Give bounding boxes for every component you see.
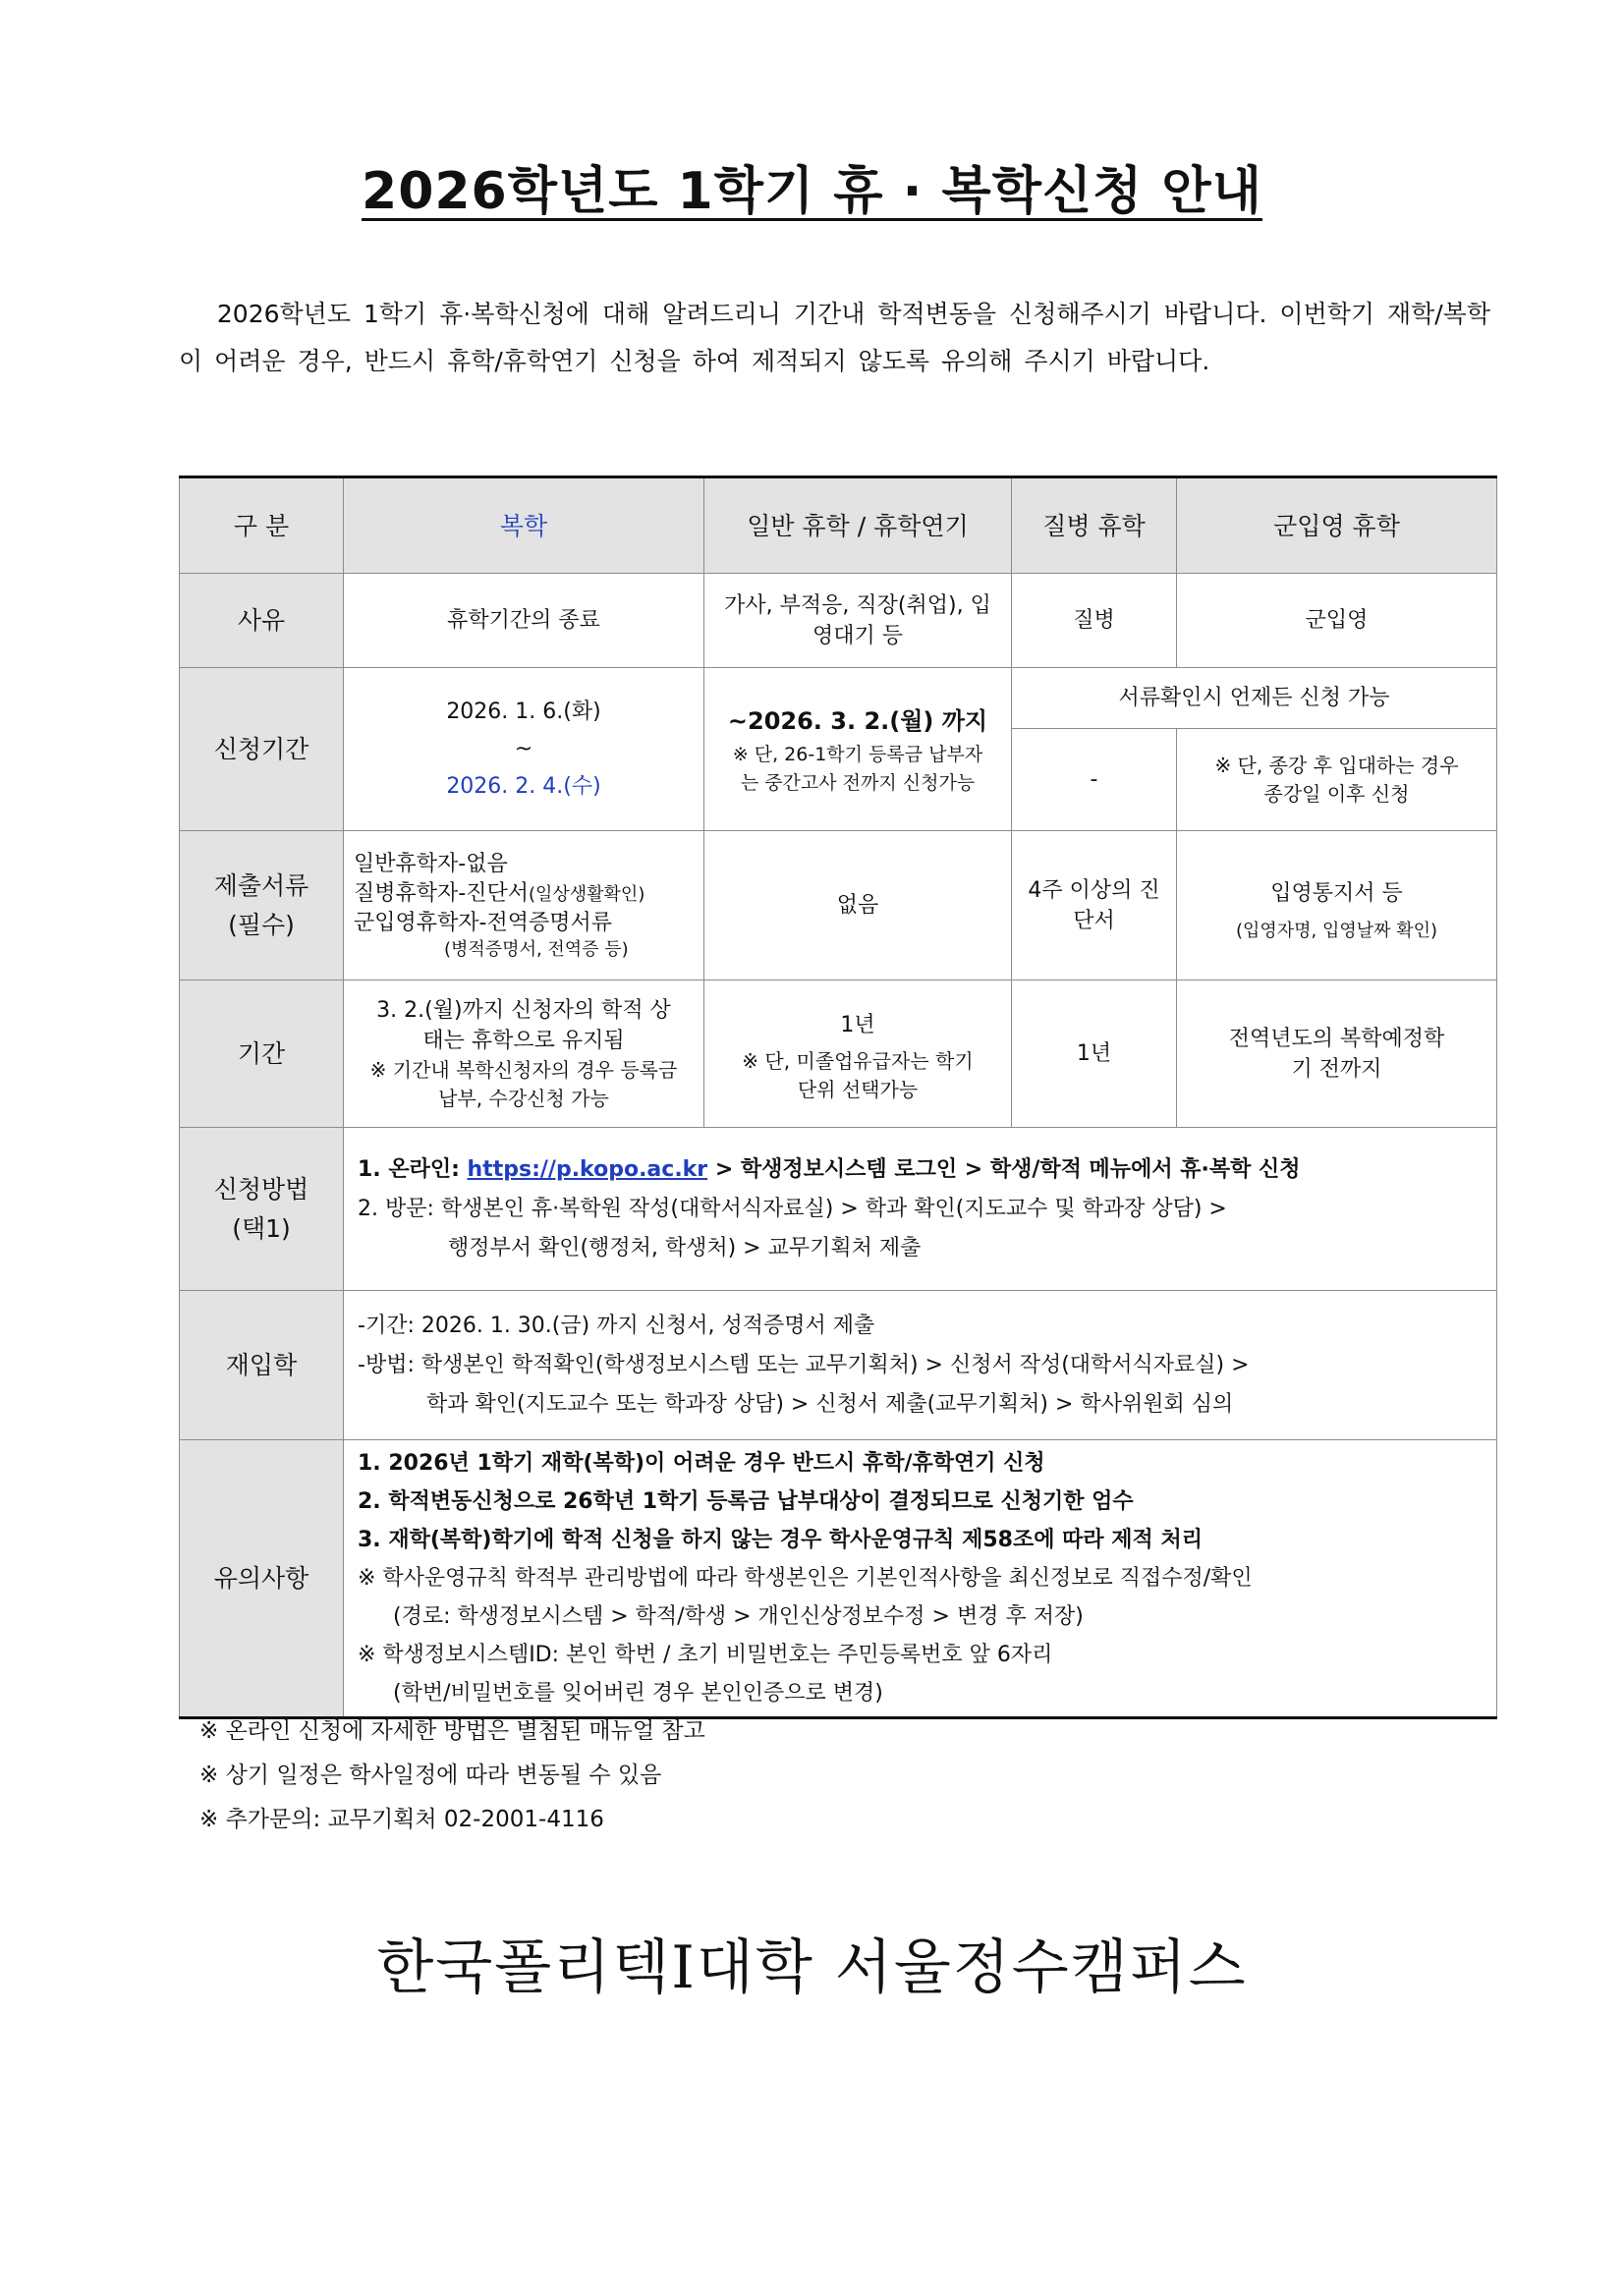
table-header-row bbox=[180, 477, 1497, 574]
period-general bbox=[704, 668, 1012, 831]
row-documents bbox=[180, 831, 1497, 980]
duration-illness: 1년 bbox=[1012, 980, 1177, 1128]
label-readmission: 재입학 bbox=[180, 1291, 344, 1440]
duration-military: 전역년도의 복학예정학기 전까지 bbox=[1177, 980, 1497, 1128]
institution-name: 한국폴리텍Ⅰ대학 서울정수캠퍼스 bbox=[376, 1933, 1248, 2002]
row-reason bbox=[180, 574, 1497, 668]
reason-return: 휴학기간의 종료 bbox=[344, 574, 704, 668]
header-general-leave: 일반 휴학 / 휴학연기 bbox=[704, 477, 1012, 574]
caution-line5: (경로: 학생정보시스템 > 학적/학생 > 개인신상정보수정 > 변경 후 저장) bbox=[393, 1604, 1084, 1629]
period-general-note: ※ 단, 26-1학기 등록금 납부자는 중간고사 전까지 신청가능 bbox=[732, 743, 983, 794]
header-military-leave: 군입영 휴학 bbox=[1177, 477, 1497, 574]
method-visit-cont: 행정부서 확인(행정처, 학생처) > 교무기획처 제출 bbox=[448, 1235, 922, 1260]
documents-return-line3: 군입영휴학자-전역증명서류 bbox=[354, 910, 612, 935]
row-cautions bbox=[180, 1440, 1497, 1718]
documents-illness: 4주 이상의 진단서 bbox=[1012, 831, 1177, 980]
document-title: 2026학년도 1학기 휴 · 복학신청 안내 bbox=[362, 162, 1262, 221]
readmission-line3: 학과 확인(지도교수 또는 학과장 상담) > 신청서 제출(교무기획처) > 학사위원회 심의 bbox=[426, 1391, 1234, 1417]
row-readmission bbox=[180, 1291, 1497, 1440]
period-return-end: 2026. 2. 4.(수) bbox=[446, 773, 601, 799]
period-general-main: ~2026. 3. 2.(월) 까지 bbox=[727, 706, 988, 735]
row-duration bbox=[180, 980, 1497, 1128]
documents-return-line2: 질병휴학자-진단서(일상생활확인) bbox=[354, 880, 645, 906]
caution-line6: ※ 학생정보시스템ID: 본인 학번 / 초기 비밀번호는 주민등록번호 앞 6자리 bbox=[358, 1643, 1053, 1667]
label-method: 신청방법 (택1) bbox=[180, 1128, 344, 1291]
header-return: 복학 bbox=[344, 477, 704, 574]
caution-line3: 3. 재학(복학)학기에 학적 신청을 하지 않는 경우 학사운영규칙 제58조에 따라 제적 처리 bbox=[358, 1528, 1203, 1552]
documents-general: 없음 bbox=[704, 831, 1012, 980]
method-online: 1. 온라인: https://p.kopo.ac.kr > 학생정보시스템 로그인 > 학생/학적 메뉴에서 휴·복학 신청 bbox=[358, 1156, 1301, 1182]
caution-line2: 2. 학적변동신청으로 26학년 1학기 등록금 납부대상이 결정되므로 신청기한 엄수 bbox=[358, 1489, 1134, 1514]
label-period: 신청기간 bbox=[180, 668, 344, 831]
footnote-schedule: ※ 상기 일정은 학사일정에 따라 변동될 수 있음 bbox=[199, 1763, 662, 1788]
caution-line7: (학번/비밀번호를 잊어버린 경우 본인인증으로 변경) bbox=[393, 1681, 883, 1706]
row-method bbox=[180, 1128, 1497, 1291]
documents-return-line1: 일반휴학자-없음 bbox=[354, 851, 508, 876]
caution-line4: ※ 학사운영규칙 학적부 관리방법에 따라 학생본인은 기본인적사항을 최신정보로 직접수정/확인 bbox=[358, 1566, 1253, 1591]
method-content bbox=[344, 1128, 1497, 1291]
row-period bbox=[180, 668, 1497, 729]
footnotes bbox=[199, 1709, 705, 1842]
intro-paragraph: 2026학년도 1학기 휴·복학신청에 대해 알려드리니 기간내 학적변동을 신청해주시기 바랍니다. 이번학기 재학/복학이 어려운 경우, 반드시 휴학/휴학연기 신청을 하여 제적되지 않도록 유의해 주시기 바랍니다. bbox=[179, 300, 1491, 375]
readmission-line1: -기간: 2026. 1. 30.(금) 까지 신청서, 성적증명서 제출 bbox=[358, 1313, 875, 1338]
documents-return bbox=[344, 831, 704, 980]
header-category: 구 분 bbox=[180, 477, 344, 574]
period-military: ※ 단, 종강 후 입대하는 경우 종강일 이후 신청 bbox=[1177, 729, 1497, 831]
label-reason: 사유 bbox=[180, 574, 344, 668]
reason-general: 가사, 부적응, 직장(취업), 입영대기 등 bbox=[704, 574, 1012, 668]
duration-general: 1년 ※ 단, 미졸업유급자는 학기단위 선택가능 bbox=[704, 980, 1012, 1128]
period-return-tilde: ~ bbox=[514, 736, 533, 761]
caution-line1: 1. 2026년 1학기 재학(복학)이 어려운 경우 반드시 휴학/휴학연기 신청 bbox=[358, 1451, 1045, 1476]
readmission-content bbox=[344, 1291, 1497, 1440]
label-cautions: 유의사항 bbox=[180, 1440, 344, 1718]
label-documents: 제출서류 (필수) bbox=[180, 831, 344, 980]
period-return bbox=[344, 668, 704, 831]
reason-military: 군입영 bbox=[1177, 574, 1497, 668]
label-duration: 기간 bbox=[180, 980, 344, 1128]
reason-illness: 질병 bbox=[1012, 574, 1177, 668]
portal-link[interactable]: https://p.kopo.ac.kr bbox=[467, 1156, 708, 1182]
documents-return-line4: (병적증명서, 전역증 등) bbox=[444, 938, 629, 960]
info-table bbox=[179, 476, 1497, 1719]
period-return-start: 2026. 1. 6.(화) bbox=[446, 699, 601, 724]
documents-military: 입영통지서 등 (입영자명, 입영날짜 확인) bbox=[1177, 831, 1497, 980]
period-illness: - bbox=[1012, 729, 1177, 831]
footnote-manual: ※ 온라인 신청에 자세한 방법은 별첨된 매뉴얼 참고 bbox=[199, 1718, 705, 1744]
footnote-contact: ※ 추가문의: 교무기획처 02-2001-4116 bbox=[199, 1807, 604, 1832]
duration-return: 3. 2.(월)까지 신청자의 학적 상태는 휴학으로 유지됨 ※ 기간내 복학신청자의 경우 등록금납부, 수강신청 가능 bbox=[344, 980, 704, 1128]
header-illness-leave: 질병 휴학 bbox=[1012, 477, 1177, 574]
cautions-content bbox=[344, 1440, 1497, 1718]
period-docs-check: 서류확인시 언제든 신청 가능 bbox=[1012, 668, 1497, 729]
method-visit: 2. 방문: 학생본인 휴·복학원 작성(대학서식자료실) > 학과 확인(지도교수 및 학과장 상담) > bbox=[358, 1196, 1227, 1221]
readmission-line2: -방법: 학생본인 학적확인(학생정보시스템 또는 교무기획처) > 신청서 작성(대학서식자료실) > bbox=[358, 1352, 1250, 1377]
